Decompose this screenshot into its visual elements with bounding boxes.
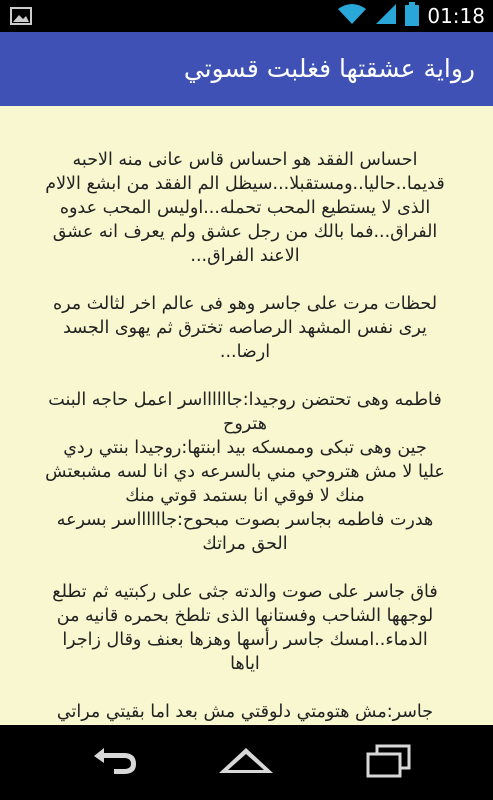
story-paragraph: لحظات مرت على جاسر وهو فى عالم اخر لثالث مره يرى نفس المشهد الرصاصه تخترق ثم يهوى الجسد ارضا... — [52, 294, 438, 362]
navigation-bar — [0, 725, 493, 800]
wifi-icon — [337, 3, 367, 29]
home-button[interactable] — [210, 739, 282, 787]
story-text — [20, 148, 470, 772]
story-paragraph: فاطمه وهى تحتضن روجيدا:جااااااسر اعمل حاجه البنت هتروح جين وهى تبكى وممسكه بيد ابنتها:روجيدا بنتي ردي عليا لا مش هتروحي مني بالسرعه دي انا لسه مشبعتش منك لا فوقي انا بستمد قوتي منك هدرت فاطمه بجاسر بصوت مبحوح:جااااااسر بسرعه الحق مراتك — [45, 390, 445, 554]
back-icon — [88, 746, 140, 780]
recent-apps-button[interactable] — [352, 739, 424, 787]
story-scroll-view[interactable] — [0, 106, 493, 725]
signal-icon — [375, 3, 397, 29]
story-paragraph: احساس الفقد هو احساس قاس عانى منه الاحبه قديما..حاليا..ومستقبلا...سيظل الم الفقد من ابشع الالام الذى لا يستطيع المحب تحمله...اوليس المحب عدوه الفراق...فما بالك من رجل عشق ولم يعرف انه عشق الاعند الفراق... — [45, 150, 445, 266]
app-title: رواية عشقتها فغلبت قسوتي — [183, 54, 475, 83]
battery-icon — [405, 2, 419, 30]
story-paragraph: جاسر:مش هتومتي دلوقتي مش بعد اما بقيتي مراتي — [56, 702, 434, 722]
home-icon — [216, 746, 276, 780]
status-bar — [0, 0, 493, 32]
story-paragraph: فاق جاسر على صوت والدته جثى على ركبتيه ثم تطلع لوجهها الشاحب وفستانها الذى تلطخ بحمره قانيه من الدماء..امسك جاسر رأسها وهزها بعنف وقال زاجرا اياها — [52, 582, 438, 674]
image-icon — [10, 7, 32, 25]
back-button[interactable] — [78, 739, 150, 787]
app-bar — [0, 32, 493, 106]
status-time: 01:18 — [427, 4, 485, 28]
recent-apps-icon — [365, 744, 411, 782]
